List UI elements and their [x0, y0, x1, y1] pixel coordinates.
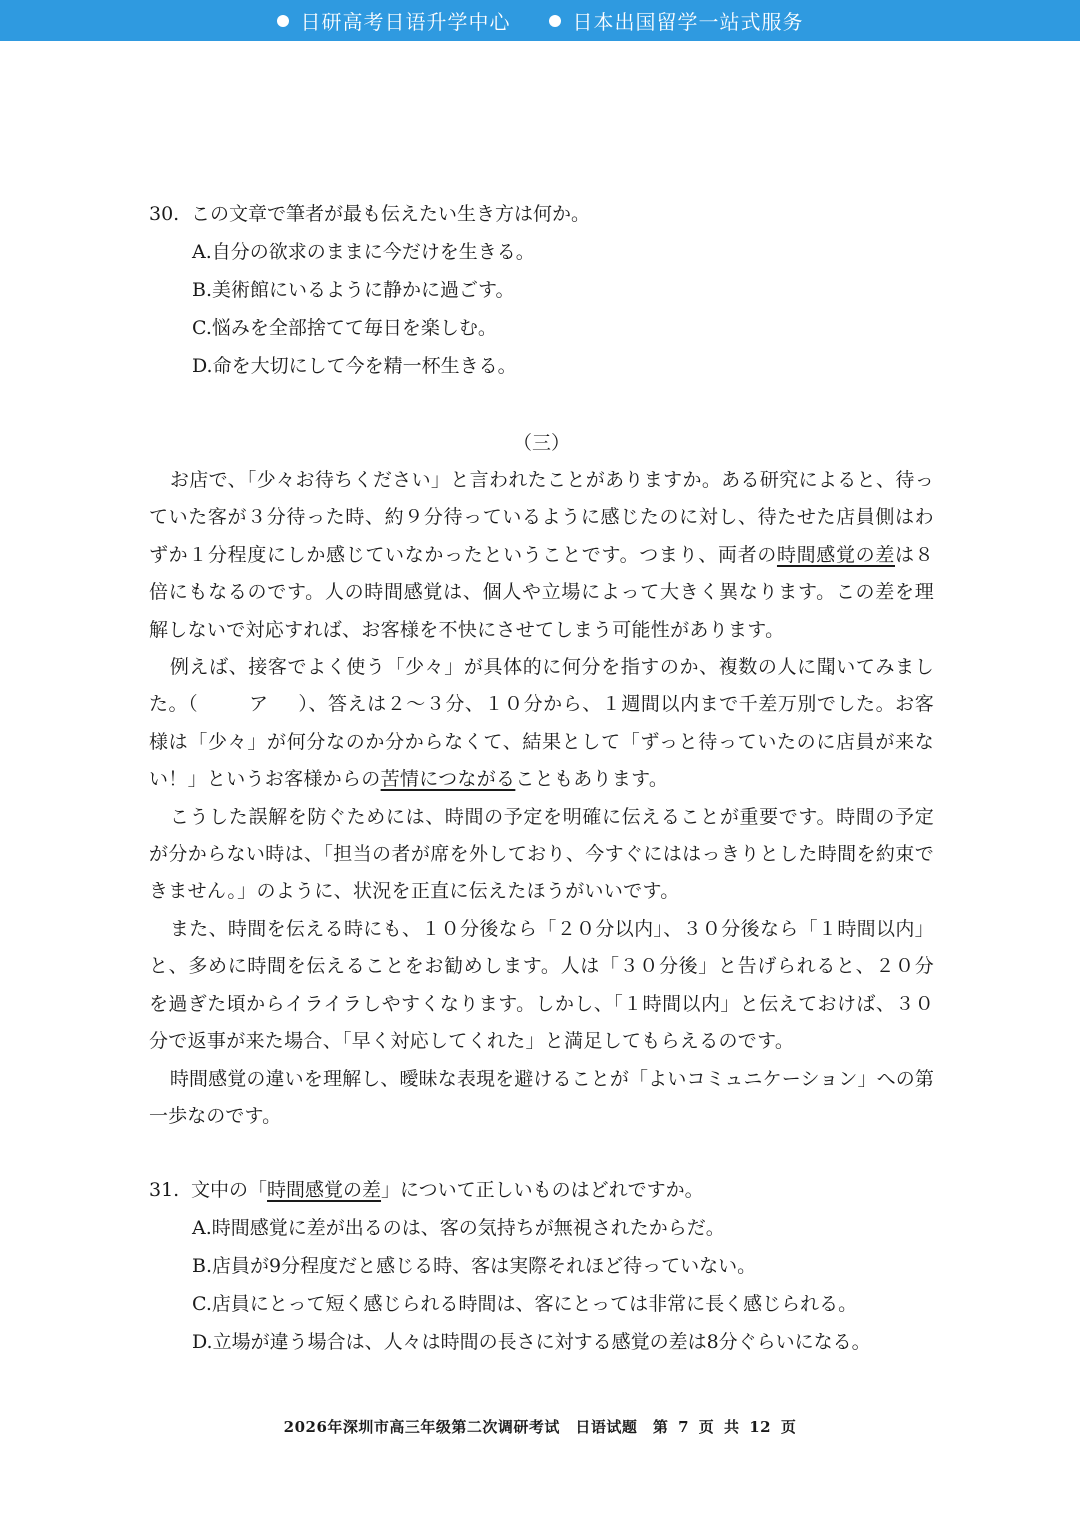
- question-number: 31.: [149, 1179, 180, 1202]
- banner-text-service: 日本出国留学一站式服务: [572, 10, 804, 34]
- passage-text: ）、答えは２～３分、１０分から、１週間以内まで千差万別でした。お客様は「少々」が何分なのか分からなくて、結果として「ずっと待っていたのに店員が来ない！」というお客様からの: [149, 693, 934, 791]
- question-text: 文中の「: [191, 1179, 268, 1202]
- bullet-dot-icon: [277, 15, 289, 27]
- question-number: 30.: [149, 203, 180, 225]
- passage-paragraph-5: 時間感覚の違いを理解し、曖昧な表現を避けることが「よいコミュニケーション」への第一歩なのです。: [149, 1067, 934, 1127]
- question-30-option-a: A.自分の欲求のままに今だけを生きる。: [192, 241, 535, 263]
- passage-paragraph-4: また、時間を伝える時にも、１０分後なら「２０分以内」、３０分後なら「１時間以内」と、多めに時間を伝えることをお勧めします。人は「３０分後」と告げられると、２０分を過ぎた頃からイライラしやすくなります。しかし、「１時間以内」と伝えておけば、３０分で返事が来た場合、「早く対応してくれた」と満足してもらえるのです。: [149, 917, 934, 1053]
- question-text: 」について正しいものはどれですか。: [381, 1179, 704, 1202]
- question-31-option-a: A.時間感覚に差が出るのは、客の気持ちが無視されたからだ。: [192, 1217, 725, 1240]
- page-footer: 2026年深圳市高三年级第二次调研考试 日语试题 第 7 页 共 12 页: [283, 1418, 797, 1436]
- question-31-stem: [149, 1171, 934, 1209]
- banner-text-center: 日研高考日语升学中心: [300, 10, 511, 34]
- question-31-option-c: C.店員にとって短く感じられる時間は、客にとっては非常に長く感じられる。: [192, 1293, 858, 1316]
- underlined-phrase-time-sense-gap: 時間感覚の差: [776, 543, 895, 566]
- question-30-option-b: B.美術館にいるように静かに過ごす。: [192, 279, 515, 301]
- question-31-option-b: B.店員が9分程度だと感じる時、客は実際それほど待っていない。: [192, 1255, 757, 1278]
- reading-passage: [149, 462, 934, 1135]
- passage-paragraph-3: こうした誤解を防ぐためには、時間の予定を明確に伝えることが重要です。時間の予定が分からない時は、「担当の者が席を外しており、今すぐにははっきりとした時間を約束できません。」のように、状況を正直に伝えたほうがいいです。: [149, 805, 934, 903]
- question-30: [149, 195, 934, 385]
- passage-text: 例えば、接客でよく使う「少々」が具体的に何分を指すのか、複数の人に聞いてみました。（: [149, 656, 934, 716]
- question-30-stem: [149, 195, 934, 233]
- question-31-option-d: D.立場が違う場合は、人々は時間の長さに対する感覚の差は8分ぐらいになる。: [192, 1331, 871, 1354]
- question-text: この文章で筆者が最も伝えたい生き方は何か。: [191, 203, 591, 225]
- question-30-option-c: C.悩みを全部捨てて毎日を楽しむ。: [192, 317, 497, 339]
- question-31: [149, 1171, 934, 1361]
- underlined-phrase-complaint: 苦情につながる: [380, 768, 516, 791]
- spacer: [149, 1135, 934, 1171]
- passage-paragraph-2: [149, 649, 934, 799]
- blank-a: ア: [248, 693, 269, 716]
- banner-item-center: [277, 6, 511, 35]
- header-banner: [0, 0, 1080, 41]
- banner-item-service: [549, 6, 804, 35]
- question-30-option-d: D.命を大切にして今を精一杯生きる。: [192, 355, 517, 377]
- passage-paragraph-1: [149, 462, 934, 649]
- passage-text: お店で、「少々お待ちください」と言われたことがありますか。ある研究によると、待っていた客が３分待った時、約９分待っているように感じたのに対し、待たせた店員側はわずか１分程度にしか感じていなかったということです。つまり、両者の: [149, 469, 934, 566]
- passage-text: は８倍にもなるのです。人の時間感覚は、個人や立場によって大きく異なります。この差を理解しないで対応すれば、お客様を不快にさせてしまう可能性があります。: [149, 543, 934, 641]
- section-title: （三）: [512, 432, 570, 454]
- underlined-phrase-time-sense-gap: 時間感覚の差: [267, 1179, 382, 1202]
- exam-content: [149, 195, 934, 1361]
- bullet-dot-icon: [549, 15, 561, 27]
- passage-text: こともあります。: [515, 768, 669, 791]
